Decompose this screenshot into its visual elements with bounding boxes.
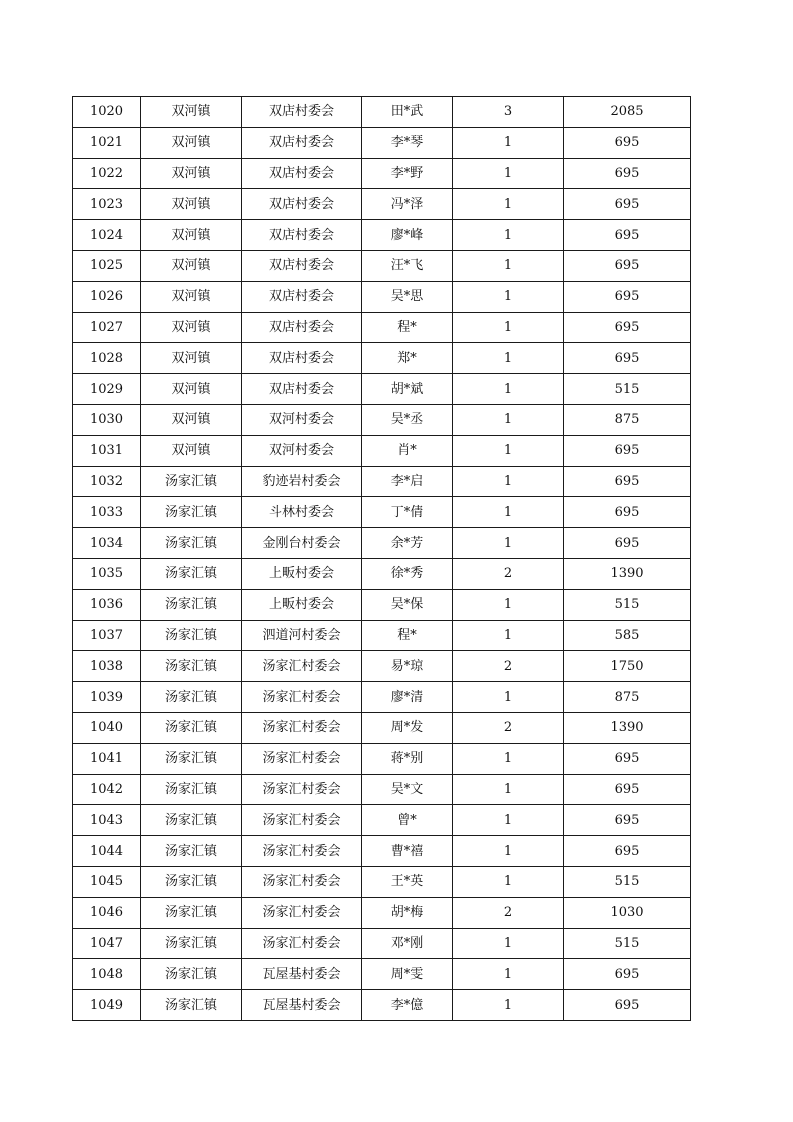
person-count-cell: 1 xyxy=(453,805,564,836)
name-cell: 李*億 xyxy=(362,990,453,1021)
table-row xyxy=(73,97,691,128)
name-cell: 曹*禧 xyxy=(362,836,453,867)
name-cell: 王*英 xyxy=(362,866,453,897)
amount-cell: 695 xyxy=(564,435,691,466)
row-number-cell: 1034 xyxy=(73,528,141,559)
village-committee-cell: 双河村委会 xyxy=(242,404,362,435)
person-count-cell: 1 xyxy=(453,220,564,251)
town-cell: 汤家汇镇 xyxy=(141,990,242,1021)
row-number-cell: 1027 xyxy=(73,312,141,343)
table-row xyxy=(73,682,691,713)
table-row xyxy=(73,404,691,435)
person-count-cell: 1 xyxy=(453,774,564,805)
town-cell: 汤家汇镇 xyxy=(141,928,242,959)
town-cell: 汤家汇镇 xyxy=(141,836,242,867)
row-number-cell: 1036 xyxy=(73,589,141,620)
village-committee-cell: 汤家汇村委会 xyxy=(242,682,362,713)
name-cell: 吴*文 xyxy=(362,774,453,805)
table-row xyxy=(73,435,691,466)
village-committee-cell: 双店村委会 xyxy=(242,220,362,251)
amount-cell: 1030 xyxy=(564,897,691,928)
amount-cell: 695 xyxy=(564,220,691,251)
amount-cell: 1390 xyxy=(564,558,691,589)
table-row xyxy=(73,528,691,559)
village-committee-cell: 双店村委会 xyxy=(242,374,362,405)
amount-cell: 695 xyxy=(564,158,691,189)
name-cell: 汪*飞 xyxy=(362,250,453,281)
village-committee-cell: 豹迹岩村委会 xyxy=(242,466,362,497)
row-number-cell: 1042 xyxy=(73,774,141,805)
village-committee-cell: 瓦屋基村委会 xyxy=(242,959,362,990)
name-cell: 冯*泽 xyxy=(362,189,453,220)
table-row xyxy=(73,712,691,743)
village-committee-cell: 汤家汇村委会 xyxy=(242,866,362,897)
row-number-cell: 1029 xyxy=(73,374,141,405)
village-committee-cell: 汤家汇村委会 xyxy=(242,836,362,867)
name-cell: 吴*保 xyxy=(362,589,453,620)
name-cell: 余*芳 xyxy=(362,528,453,559)
amount-cell: 695 xyxy=(564,312,691,343)
row-number-cell: 1043 xyxy=(73,805,141,836)
table-row xyxy=(73,281,691,312)
name-cell: 程* xyxy=(362,620,453,651)
amount-cell: 1390 xyxy=(564,712,691,743)
table-row xyxy=(73,897,691,928)
town-cell: 汤家汇镇 xyxy=(141,558,242,589)
person-count-cell: 2 xyxy=(453,558,564,589)
row-number-cell: 1024 xyxy=(73,220,141,251)
town-cell: 双河镇 xyxy=(141,343,242,374)
table-row xyxy=(73,158,691,189)
village-committee-cell: 斗林村委会 xyxy=(242,497,362,528)
town-cell: 汤家汇镇 xyxy=(141,682,242,713)
person-count-cell: 1 xyxy=(453,866,564,897)
amount-cell: 515 xyxy=(564,374,691,405)
name-cell: 郑* xyxy=(362,343,453,374)
amount-cell: 695 xyxy=(564,466,691,497)
row-number-cell: 1030 xyxy=(73,404,141,435)
amount-cell: 695 xyxy=(564,959,691,990)
person-count-cell: 1 xyxy=(453,682,564,713)
amount-cell: 695 xyxy=(564,250,691,281)
village-committee-cell: 双店村委会 xyxy=(242,343,362,374)
village-committee-cell: 汤家汇村委会 xyxy=(242,743,362,774)
row-number-cell: 1046 xyxy=(73,897,141,928)
amount-cell: 695 xyxy=(564,343,691,374)
amount-cell: 875 xyxy=(564,404,691,435)
person-count-cell: 2 xyxy=(453,897,564,928)
table-row xyxy=(73,220,691,251)
name-cell: 吴*丞 xyxy=(362,404,453,435)
town-cell: 双河镇 xyxy=(141,220,242,251)
name-cell: 蒋*别 xyxy=(362,743,453,774)
table-row xyxy=(73,959,691,990)
table-row xyxy=(73,866,691,897)
person-count-cell: 1 xyxy=(453,528,564,559)
village-committee-cell: 双店村委会 xyxy=(242,250,362,281)
town-cell: 汤家汇镇 xyxy=(141,959,242,990)
row-number-cell: 1021 xyxy=(73,127,141,158)
name-cell: 吴*思 xyxy=(362,281,453,312)
town-cell: 双河镇 xyxy=(141,281,242,312)
table-row xyxy=(73,343,691,374)
name-cell: 李*野 xyxy=(362,158,453,189)
table-row xyxy=(73,990,691,1021)
person-count-cell: 1 xyxy=(453,435,564,466)
town-cell: 汤家汇镇 xyxy=(141,466,242,497)
town-cell: 双河镇 xyxy=(141,189,242,220)
person-count-cell: 1 xyxy=(453,928,564,959)
amount-cell: 695 xyxy=(564,281,691,312)
person-count-cell: 1 xyxy=(453,589,564,620)
amount-cell: 515 xyxy=(564,589,691,620)
name-cell: 周*发 xyxy=(362,712,453,743)
village-committee-cell: 上畈村委会 xyxy=(242,558,362,589)
town-cell: 汤家汇镇 xyxy=(141,897,242,928)
table-row xyxy=(73,589,691,620)
village-committee-cell: 汤家汇村委会 xyxy=(242,651,362,682)
village-committee-cell: 双店村委会 xyxy=(242,97,362,128)
table-body xyxy=(73,97,691,1021)
person-count-cell: 3 xyxy=(453,97,564,128)
row-number-cell: 1032 xyxy=(73,466,141,497)
row-number-cell: 1045 xyxy=(73,866,141,897)
row-number-cell: 1047 xyxy=(73,928,141,959)
village-committee-cell: 金刚台村委会 xyxy=(242,528,362,559)
village-committee-cell: 双店村委会 xyxy=(242,281,362,312)
village-committee-cell: 汤家汇村委会 xyxy=(242,712,362,743)
person-count-cell: 1 xyxy=(453,158,564,189)
amount-cell: 515 xyxy=(564,866,691,897)
town-cell: 汤家汇镇 xyxy=(141,805,242,836)
person-count-cell: 1 xyxy=(453,404,564,435)
row-number-cell: 1037 xyxy=(73,620,141,651)
village-committee-cell: 瓦屋基村委会 xyxy=(242,990,362,1021)
amount-cell: 515 xyxy=(564,928,691,959)
town-cell: 双河镇 xyxy=(141,250,242,281)
name-cell: 徐*秀 xyxy=(362,558,453,589)
village-committee-cell: 上畈村委会 xyxy=(242,589,362,620)
name-cell: 邓*刚 xyxy=(362,928,453,959)
amount-cell: 695 xyxy=(564,528,691,559)
table-row xyxy=(73,558,691,589)
row-number-cell: 1040 xyxy=(73,712,141,743)
person-count-cell: 1 xyxy=(453,743,564,774)
amount-cell: 695 xyxy=(564,805,691,836)
person-count-cell: 1 xyxy=(453,374,564,405)
person-count-cell: 1 xyxy=(453,466,564,497)
table-row xyxy=(73,774,691,805)
amount-cell: 695 xyxy=(564,127,691,158)
town-cell: 双河镇 xyxy=(141,374,242,405)
name-cell: 李*启 xyxy=(362,466,453,497)
table-row xyxy=(73,189,691,220)
table-row xyxy=(73,651,691,682)
amount-cell: 875 xyxy=(564,682,691,713)
row-number-cell: 1028 xyxy=(73,343,141,374)
village-committee-cell: 汤家汇村委会 xyxy=(242,897,362,928)
town-cell: 双河镇 xyxy=(141,435,242,466)
row-number-cell: 1039 xyxy=(73,682,141,713)
person-count-cell: 1 xyxy=(453,620,564,651)
row-number-cell: 1026 xyxy=(73,281,141,312)
name-cell: 田*武 xyxy=(362,97,453,128)
table-row xyxy=(73,620,691,651)
town-cell: 汤家汇镇 xyxy=(141,620,242,651)
name-cell: 肖* xyxy=(362,435,453,466)
person-count-cell: 1 xyxy=(453,959,564,990)
village-committee-cell: 双店村委会 xyxy=(242,127,362,158)
row-number-cell: 1049 xyxy=(73,990,141,1021)
table-row xyxy=(73,250,691,281)
person-count-cell: 2 xyxy=(453,712,564,743)
village-committee-cell: 双店村委会 xyxy=(242,189,362,220)
amount-cell: 695 xyxy=(564,189,691,220)
person-count-cell: 1 xyxy=(453,189,564,220)
town-cell: 汤家汇镇 xyxy=(141,528,242,559)
amount-cell: 695 xyxy=(564,836,691,867)
town-cell: 双河镇 xyxy=(141,158,242,189)
village-committee-cell: 双店村委会 xyxy=(242,312,362,343)
town-cell: 汤家汇镇 xyxy=(141,589,242,620)
subsidy-roster-table xyxy=(72,96,691,1021)
amount-cell: 585 xyxy=(564,620,691,651)
table-row xyxy=(73,312,691,343)
town-cell: 汤家汇镇 xyxy=(141,497,242,528)
table-row xyxy=(73,743,691,774)
person-count-cell: 2 xyxy=(453,651,564,682)
village-committee-cell: 双河村委会 xyxy=(242,435,362,466)
table-row xyxy=(73,928,691,959)
row-number-cell: 1031 xyxy=(73,435,141,466)
person-count-cell: 1 xyxy=(453,497,564,528)
row-number-cell: 1020 xyxy=(73,97,141,128)
person-count-cell: 1 xyxy=(453,990,564,1021)
person-count-cell: 1 xyxy=(453,250,564,281)
name-cell: 易*琼 xyxy=(362,651,453,682)
town-cell: 双河镇 xyxy=(141,312,242,343)
name-cell: 胡*梅 xyxy=(362,897,453,928)
name-cell: 丁*倩 xyxy=(362,497,453,528)
village-committee-cell: 双店村委会 xyxy=(242,158,362,189)
amount-cell: 695 xyxy=(564,990,691,1021)
name-cell: 曾* xyxy=(362,805,453,836)
village-committee-cell: 泗道河村委会 xyxy=(242,620,362,651)
name-cell: 胡*斌 xyxy=(362,374,453,405)
amount-cell: 695 xyxy=(564,497,691,528)
town-cell: 双河镇 xyxy=(141,97,242,128)
town-cell: 汤家汇镇 xyxy=(141,651,242,682)
row-number-cell: 1044 xyxy=(73,836,141,867)
town-cell: 汤家汇镇 xyxy=(141,866,242,897)
table-row xyxy=(73,466,691,497)
name-cell: 李*琴 xyxy=(362,127,453,158)
amount-cell: 695 xyxy=(564,743,691,774)
row-number-cell: 1025 xyxy=(73,250,141,281)
name-cell: 廖*清 xyxy=(362,682,453,713)
table-row xyxy=(73,127,691,158)
town-cell: 汤家汇镇 xyxy=(141,774,242,805)
name-cell: 程* xyxy=(362,312,453,343)
row-number-cell: 1035 xyxy=(73,558,141,589)
table-row xyxy=(73,497,691,528)
village-committee-cell: 汤家汇村委会 xyxy=(242,774,362,805)
name-cell: 廖*峰 xyxy=(362,220,453,251)
amount-cell: 2085 xyxy=(564,97,691,128)
row-number-cell: 1041 xyxy=(73,743,141,774)
town-cell: 汤家汇镇 xyxy=(141,743,242,774)
row-number-cell: 1022 xyxy=(73,158,141,189)
amount-cell: 1750 xyxy=(564,651,691,682)
person-count-cell: 1 xyxy=(453,281,564,312)
table-row xyxy=(73,374,691,405)
person-count-cell: 1 xyxy=(453,312,564,343)
village-committee-cell: 汤家汇村委会 xyxy=(242,928,362,959)
row-number-cell: 1023 xyxy=(73,189,141,220)
town-cell: 双河镇 xyxy=(141,127,242,158)
amount-cell: 695 xyxy=(564,774,691,805)
person-count-cell: 1 xyxy=(453,343,564,374)
person-count-cell: 1 xyxy=(453,127,564,158)
person-count-cell: 1 xyxy=(453,836,564,867)
town-cell: 汤家汇镇 xyxy=(141,712,242,743)
row-number-cell: 1033 xyxy=(73,497,141,528)
table-row xyxy=(73,836,691,867)
name-cell: 周*雯 xyxy=(362,959,453,990)
table-row xyxy=(73,805,691,836)
town-cell: 双河镇 xyxy=(141,404,242,435)
row-number-cell: 1038 xyxy=(73,651,141,682)
village-committee-cell: 汤家汇村委会 xyxy=(242,805,362,836)
row-number-cell: 1048 xyxy=(73,959,141,990)
